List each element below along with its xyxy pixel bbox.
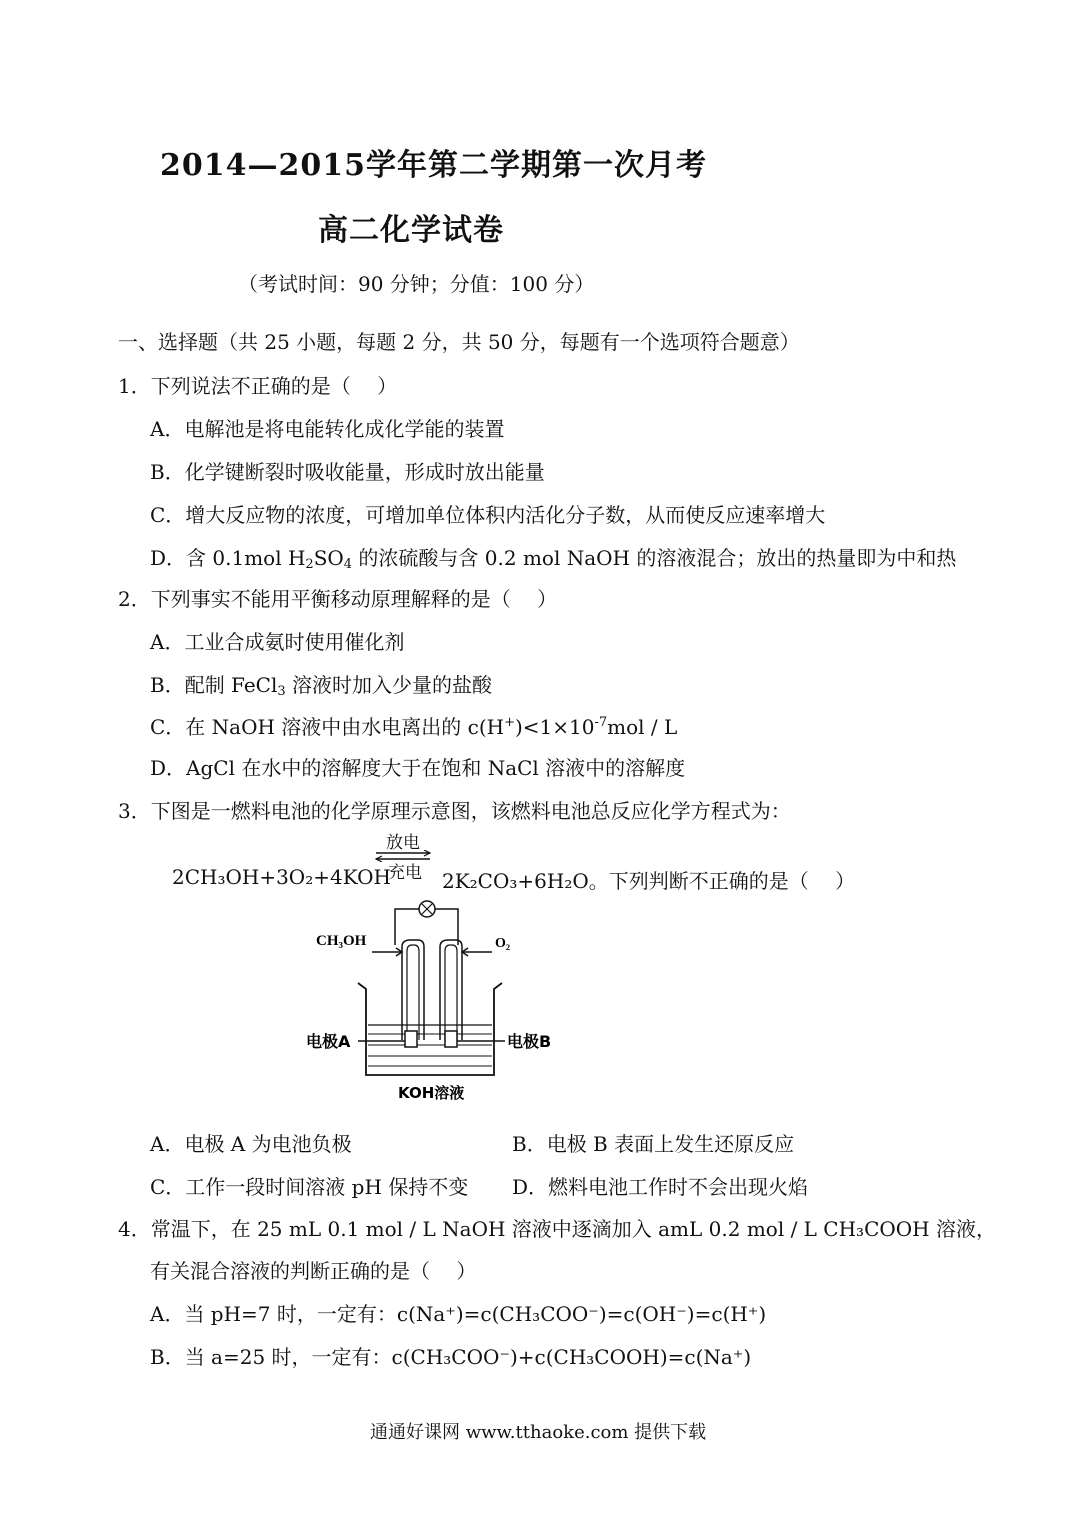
q1-option-c: C．增大反应物的浓度，可增加单位体积内活化分子数，从而使反应速率增大: [150, 503, 826, 527]
q2-stem: 2．下列事实不能用平衡移动原理解释的是（ ）: [118, 587, 558, 611]
q4-option-a: A．当 pH=7 时，一定有：c(Na⁺)=c(CH₃COO⁻)=c(OH⁻)=c(H⁺): [150, 1302, 767, 1326]
q3-equation-left: 2CH₃OH+3O₂+4KOH: [172, 865, 391, 889]
q1-d-mid1: SO: [313, 546, 344, 570]
label-solution: KOH溶液: [398, 1084, 465, 1102]
section-heading: 一、选择题（共 25 小题，每题 2 分，共 50 分，每题有一个选项符合题意）: [118, 330, 800, 354]
label-o2: O₂: [495, 936, 511, 951]
fuel-cell-diagram: [300, 895, 570, 1105]
q2-b-pre: B．配制 FeCl: [150, 673, 278, 697]
q2-c-sup1: +: [504, 715, 515, 730]
q1-d-sub2: 4: [343, 557, 353, 572]
q4-option-b: B．当 a=25 时，一定有：c(CH₃COO⁻)+c(CH₃COOH)=c(Na⁺): [150, 1345, 752, 1369]
exam-title: 2014—2015学年第二学期第一次月考: [160, 148, 707, 183]
q1-option-a: A．电解池是将电能转化成化学能的装置: [150, 417, 505, 441]
label-electrode-a: 电极A: [306, 1032, 351, 1051]
q1-d-pre: D．含 0.1mol H: [150, 546, 306, 570]
q1-option-d: [150, 542, 956, 572]
exam-info: （考试时间：90 分钟；分值：100 分）: [238, 272, 595, 296]
arrow-label-charge: 充电: [388, 863, 422, 883]
label-ch3oh: CH₃OH: [316, 933, 367, 949]
q3-option-a: A．电极 A 为电池负极: [150, 1132, 352, 1156]
q1-stem: 1．下列说法不正确的是（ ）: [118, 374, 398, 398]
q1-d-post: 的浓硫酸与含 0.2 mol NaOH 的溶液混合；放出的热量即为中和热: [352, 546, 957, 570]
q2-b-sub: 3: [277, 684, 286, 699]
q3-option-b: B．电极 B 表面上发生还原反应: [512, 1132, 795, 1156]
q2-c-mid: )<1×10: [515, 715, 595, 739]
q2-option-d: D．AgCl 在水中的溶解度大于在饱和 NaCl 溶液中的溶解度: [150, 756, 686, 780]
q2-c-post: mol / L: [607, 715, 678, 739]
arrow-label-discharge: 放电: [386, 833, 420, 853]
q1-d-sub1: 2: [305, 557, 314, 572]
footer-source: 通通好课网 www.tthaoke.com 提供下载: [370, 1422, 707, 1443]
exam-subtitle: 高二化学试卷: [318, 213, 504, 248]
q2-option-b: [150, 669, 492, 699]
q1-option-b: B．化学键断裂时吸收能量，形成时放出能量: [150, 460, 545, 484]
q2-option-a: A．工业合成氨时使用催化剂: [150, 630, 405, 654]
q3-stem: 3．下图是一燃料电池的化学原理示意图，该燃料电池总反应化学方程式为：: [118, 799, 791, 823]
q2-c-pre: C．在 NaOH 溶液中由水电离出的 c(H: [150, 715, 505, 739]
q2-c-sup2: -7: [594, 715, 608, 730]
q2-option-c: [150, 711, 677, 740]
q4-stem-line1: 4．常温下，在 25 mL 0.1 mol / L NaOH 溶液中逐滴加入 amL 0.2 mol / L CH₃COOH 溶液，: [118, 1217, 996, 1241]
q3-equation-right: 2K₂CO₃+6H₂O。下列判断不正确的是（ ）: [442, 869, 856, 893]
q2-b-post: 溶液时加入少量的盐酸: [285, 673, 493, 697]
q3-option-c: C．工作一段时间溶液 pH 保持不变: [150, 1175, 469, 1199]
q4-stem-line2: 有关混合溶液的判断正确的是（ ）: [150, 1259, 477, 1283]
q3-option-d: D．燃料电池工作时不会出现火焰: [512, 1175, 809, 1199]
label-electrode-b: 电极B: [507, 1032, 552, 1051]
